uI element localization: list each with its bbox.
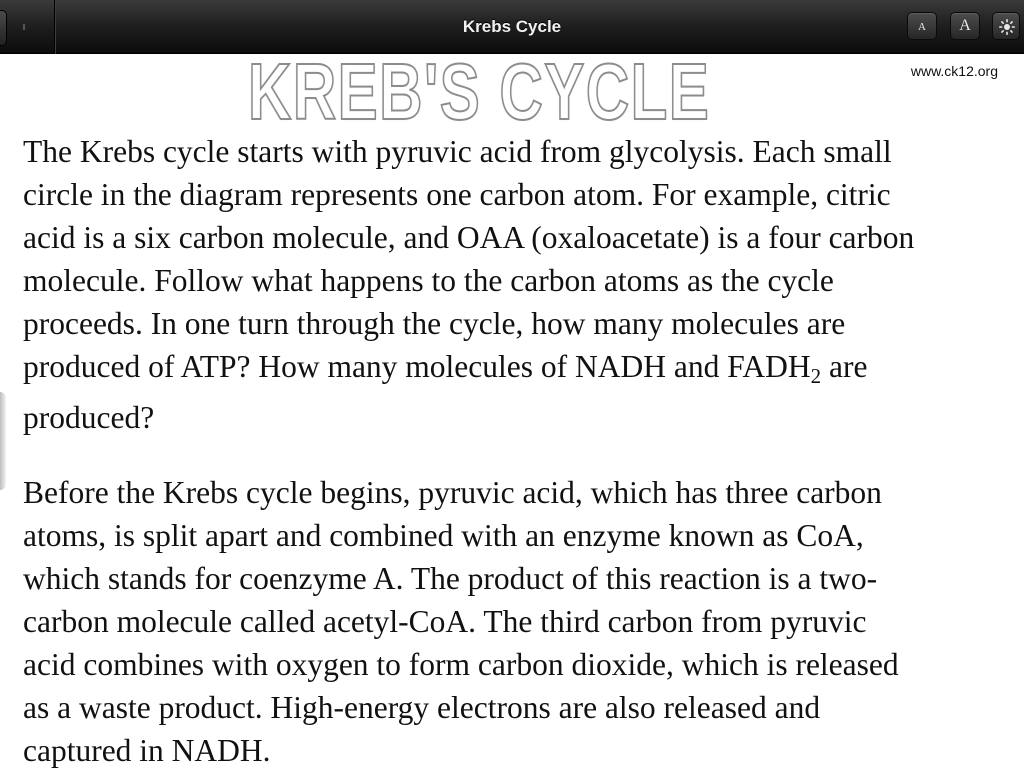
slide-heading: KREB'S CYCLE — [248, 47, 711, 136]
decrease-font-button[interactable]: A — [907, 12, 937, 40]
paragraph-line: produced? — [23, 400, 155, 435]
paragraph-line: atoms, is split apart and combined with an enzyme known as CoA, — [23, 518, 864, 553]
paragraph-line: proceeds. In one turn through the cycle, how many molecules are — [23, 306, 846, 341]
paragraph-line-fadh2 — [23, 345, 1024, 388]
paragraph-line: acid is a six carbon molecule, and OAA (oxaloacetate) is a four carbon — [23, 220, 915, 255]
paragraph-line: acid combines with oxygen to form carbon dioxide, which is released — [23, 647, 899, 682]
paragraph-line: molecule. Follow what happens to the carbon atoms as the cycle — [23, 263, 834, 298]
paragraph-line: carbon molecule called acetyl-CoA. The third carbon from pyruvic — [23, 604, 867, 639]
paragraph-line: The Krebs cycle starts with pyruvic acid from glycolysis. Each small — [23, 134, 892, 169]
line-text: produced of ATP? How many molecules of NADH and FADH — [23, 349, 811, 384]
subscript-2: 2 — [810, 364, 822, 388]
line-text-after: are — [821, 349, 868, 384]
paragraph-line: which stands for coenzyme A. The product of this reaction is a two- — [23, 561, 878, 596]
paragraph-line: Before the Krebs cycle begins, pyruvic acid, which has three carbon — [23, 475, 882, 510]
paragraph-1 — [23, 130, 1024, 439]
page-edge-shadow — [0, 392, 6, 490]
top-toolbar — [0, 0, 1024, 54]
window-title: Krebs Cycle — [462, 17, 562, 36]
source-link[interactable]: www.ck12.org — [910, 63, 998, 79]
paragraph-line: circle in the diagram represents one carbon atom. For example, citric — [23, 177, 891, 212]
sun-icon — [999, 19, 1015, 35]
increase-font-button[interactable]: A — [950, 12, 980, 40]
paragraph-2 — [23, 471, 1024, 768]
paragraph-line: as a waste product. High-energy electrons are also released and — [23, 690, 821, 725]
paragraph-line: captured in NADH. — [23, 733, 271, 768]
brightness-button[interactable] — [992, 12, 1020, 40]
